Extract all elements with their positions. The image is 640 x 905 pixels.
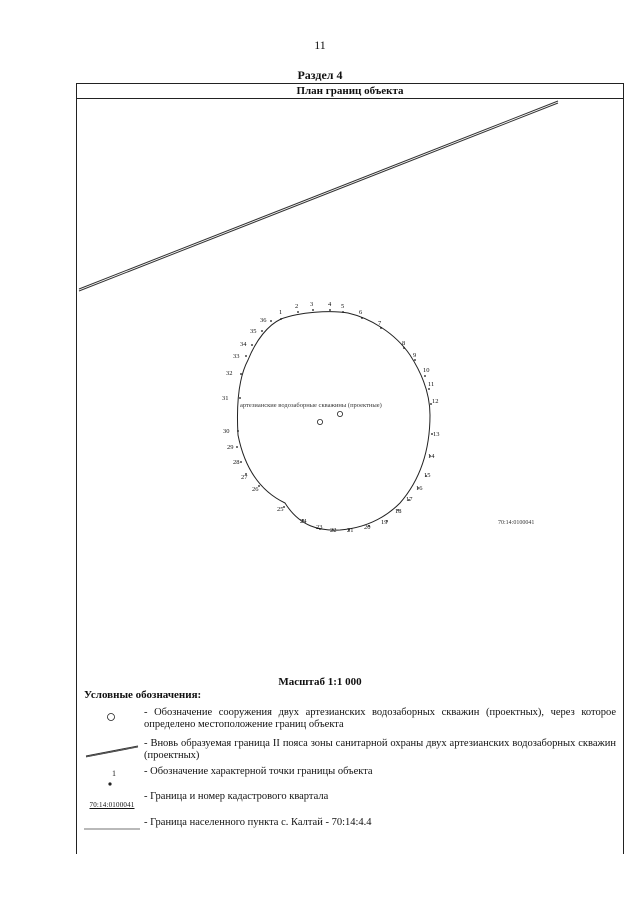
legend-text: - Граница и номер кадастрового квартала	[144, 791, 329, 802]
legend-item-kvartal	[84, 791, 616, 811]
boundary-point	[240, 373, 242, 375]
settlement-boundary-line	[79, 101, 558, 289]
plan-title: План границ объекта	[77, 84, 623, 99]
boundary-point-label: 36	[260, 317, 267, 324]
boundary-point-label: 15	[424, 472, 431, 479]
boundary-point	[245, 355, 247, 357]
boundary-point	[280, 318, 282, 320]
boundary-point-label: 10	[423, 367, 430, 374]
boundary-point-label: 4	[328, 301, 332, 308]
boundary-point-label: 3	[310, 301, 314, 308]
legend-item-wells	[84, 706, 616, 734]
boundary-point-label: 20	[364, 524, 371, 531]
boundary-point-label: 13	[433, 431, 440, 438]
legend-title: Условные обозначения:	[84, 689, 202, 701]
wells-label: артезианские водозаборные скважины (проектные)	[240, 402, 382, 409]
boundary-point	[403, 347, 405, 349]
legend-item-point	[84, 766, 616, 790]
cadastral-label: 70:14:0100041	[498, 520, 535, 526]
boundary-point-label: 17	[406, 496, 413, 503]
boundary-point-label: 25	[277, 506, 284, 513]
boundary-point-label: 11	[428, 381, 435, 388]
boundary-point	[424, 375, 426, 377]
point-icon	[84, 766, 140, 790]
boundary-point-label: 24	[300, 518, 307, 525]
boundary-point-label: 32	[226, 370, 233, 377]
boundary-point-label: 28	[233, 459, 240, 466]
boundary-point-label: 35	[250, 328, 257, 335]
boundary-point-label: 8	[402, 340, 406, 347]
page-number: 11	[314, 38, 326, 52]
circle-icon	[84, 706, 140, 730]
boundary-point	[414, 359, 416, 361]
boundary-point	[297, 311, 299, 313]
boundary-point-label: 33	[233, 353, 240, 360]
boundary-point-label: 1	[279, 309, 283, 316]
legend-item-settlement	[84, 817, 616, 835]
boundary-point-label: 14	[428, 453, 435, 460]
boundary-point-label: 18	[395, 508, 402, 515]
boundary-point	[329, 309, 331, 311]
boundary-point-label: 19	[381, 519, 388, 526]
boundary-point-label: 23	[316, 524, 323, 531]
boundary-point	[361, 317, 363, 319]
boundary-point-label: 9	[413, 352, 417, 359]
scale-label: Масштаб 1:1 000	[278, 676, 362, 688]
well-icon	[317, 419, 322, 424]
boundary-point-label: 31	[222, 395, 229, 402]
boundary-point-label: 7	[378, 320, 382, 327]
section-title: Раздел 4	[297, 68, 343, 82]
well-icon	[337, 411, 342, 416]
boundary-point	[239, 397, 241, 399]
legend-text: - Обозначение характерной точки границы объекта	[144, 766, 373, 777]
boundary-point	[312, 309, 314, 311]
boundary-point-label: 6	[359, 309, 363, 316]
boundary-point-label: 21	[347, 527, 354, 534]
boundary-point-label: 12	[432, 398, 439, 405]
legend-text: - Обозначение сооружения двух артезианских водозаборных скважин (проектных), через которое определено местоположение границ объекта	[144, 707, 616, 730]
boundary-point	[342, 311, 344, 313]
svg-text:1: 1	[112, 769, 116, 778]
line-icon	[84, 736, 140, 760]
boundary-point-label: 30	[223, 428, 230, 435]
legend-text: - Граница населенного пункта с. Калтай - 70:14:4.4	[144, 817, 372, 828]
boundary-point-label: 34	[240, 341, 247, 348]
boundary-point-label: 26	[252, 486, 259, 493]
settlement-boundary-line-2	[79, 103, 558, 291]
boundary-point	[240, 461, 242, 463]
boundary-point	[270, 320, 272, 322]
boundary-point-label: 16	[416, 485, 423, 492]
boundary-point-label: 27	[241, 474, 248, 481]
boundary-point	[261, 330, 263, 332]
boundary-point	[380, 327, 382, 329]
kvartal-icon: 70:14:0100041	[89, 801, 135, 809]
boundary-point	[236, 446, 238, 448]
boundary-point-label: 2	[295, 303, 299, 310]
legend-text: - Вновь образуемая граница II пояса зоны санитарной охраны двух артезианских водозаборных скважин (проектных)	[144, 738, 616, 761]
boundary-point-label: 22	[330, 527, 337, 534]
boundary-point-label: 29	[227, 444, 234, 451]
boundary-point	[251, 344, 253, 346]
settlement-line-icon	[84, 817, 140, 841]
boundary-point-labels	[222, 301, 440, 534]
boundary-point	[428, 388, 430, 390]
legend-item-boundary	[84, 736, 616, 764]
boundary-point	[237, 430, 239, 432]
boundary-point-label: 5	[341, 303, 345, 310]
